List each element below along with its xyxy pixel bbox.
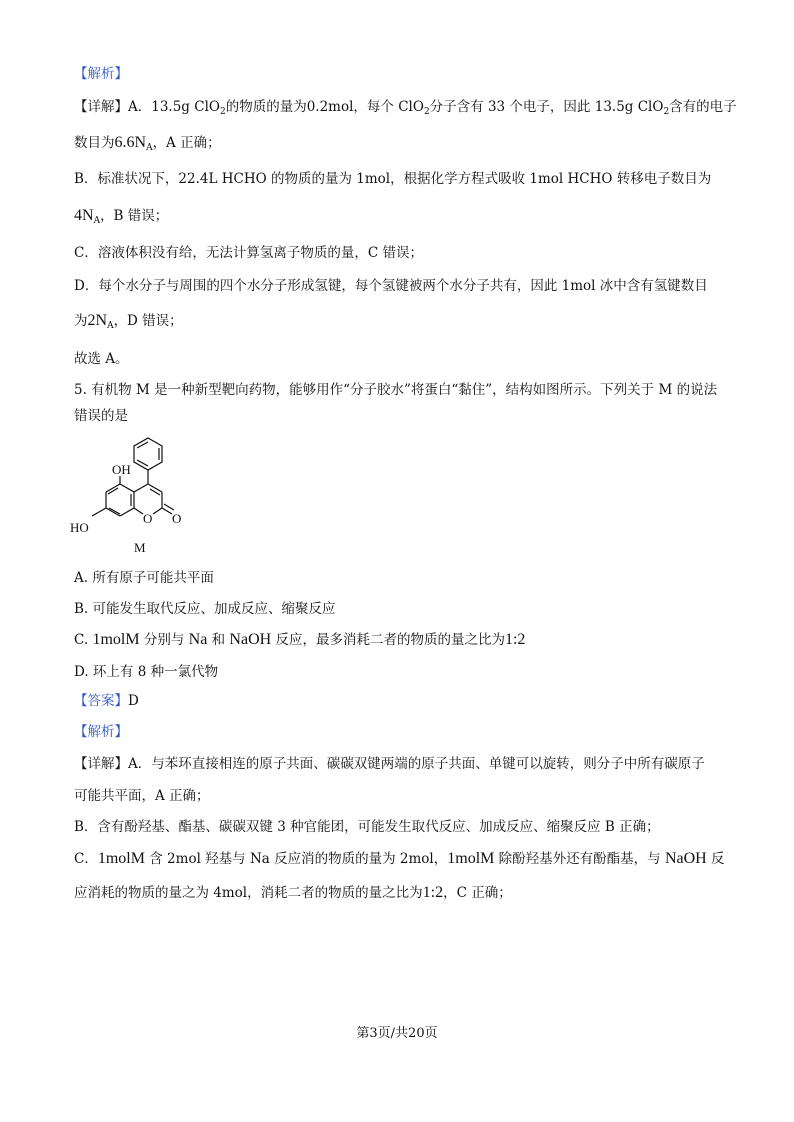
question-5-stem-line1: 5. 有机物 M 是一种新型靶向药物，能够用作“分子胶水”将蛋白“黏住”，结构如图所示。下列关于 M 的说法	[74, 382, 718, 398]
question-5-stem-line2: 错误的是	[74, 408, 128, 424]
explanation-c-line: C．溶液体积没有给，无法计算氢离子物质的量，C 错误；	[74, 245, 423, 261]
page-number: 第3页/共20页	[356, 1026, 438, 1041]
text-run: C.	[74, 632, 93, 648]
option-c	[74, 630, 525, 650]
math-value: Na	[188, 631, 208, 648]
text-run: 和	[207, 632, 230, 648]
explanation-label: 【详解】	[74, 99, 128, 115]
analysis-heading: 【解析】	[74, 66, 128, 82]
c7-c8-bond	[106, 508, 120, 516]
c5-c6-double-bond	[108, 488, 118, 494]
molecule-m-structure	[66, 436, 216, 560]
text-run: 分子含有 33 个电子，因此 13.5g ClO	[429, 99, 664, 115]
carbonyl-bond	[162, 508, 172, 514]
answer-value: D	[128, 693, 139, 709]
option-d: D. 环上有 8 种一氯代物	[74, 664, 219, 680]
subscript: 2	[219, 107, 226, 117]
text-run: 为	[74, 313, 88, 329]
explanation2-a-line2: 可能共平面，A 正确；	[74, 788, 210, 804]
explanation2-c-line1	[74, 849, 725, 869]
explanation-d-line1: D．每个水分子与周围的四个水分子形成氢键，每个氢键被两个水分子共有，因此 1mol 冰中含有氢键数目	[74, 278, 708, 294]
text-run: C．	[74, 851, 98, 867]
math-value: 1molM	[97, 850, 145, 867]
hydroxyl-left-label: HO	[70, 520, 89, 535]
math-value: NaOH	[229, 631, 272, 648]
o1-c8a-bond	[134, 508, 143, 514]
c2-o1-bond	[153, 508, 162, 514]
text-run: ，C 正确；	[443, 885, 512, 901]
text-run: A．与苯环直接相连的原子共面、碳碳双键两端的原子共面、单键可以旋转，则分子中所有碳原子	[128, 756, 705, 772]
phenyl-ring	[134, 438, 162, 470]
math-value: NaOH	[664, 850, 707, 867]
text-run: 反	[706, 851, 725, 867]
option-a: A. 所有原子可能共平面	[74, 570, 214, 586]
text-run: ，A 正确；	[152, 135, 221, 151]
hydroxyl-top-label: OH	[112, 462, 131, 477]
ring-oxygen-label: O	[143, 511, 153, 526]
c4-c4a-bond	[134, 484, 148, 492]
explanation2-a-line1	[74, 754, 705, 774]
text-run: 分别与	[139, 632, 189, 648]
explanation-b-line1: B．标准状况下，22.4L HCHO 的物质的量为 1mol，根据化学方程式吸收 1mol HCHO 转移电子数目为	[74, 171, 712, 187]
math-value: 2N	[87, 312, 108, 329]
explanation-label: 【详解】	[74, 756, 128, 772]
answer-line	[74, 691, 139, 711]
subscript: 2	[663, 107, 670, 117]
explanation-b-line2	[74, 206, 168, 228]
c8-c8a-bond	[120, 508, 134, 516]
text-run: 应消耗的物质的量之为 4mol，消耗二者的物质的量之比为	[74, 885, 423, 901]
subscript: A	[146, 143, 153, 153]
text-run: 反应，最多消耗二者的物质的量之比为	[271, 632, 505, 648]
molecule-label: M	[134, 540, 146, 555]
text-run: 含 2mol 羟基与 Na 反应消的物质的量为 2mol，	[144, 851, 448, 867]
subscript: 2	[423, 107, 430, 117]
text-run: ，B 错误；	[100, 208, 169, 224]
math-value: 4N	[74, 207, 94, 224]
explanation2-c-line2	[74, 883, 512, 903]
subscript: A	[93, 216, 101, 226]
text-run: ，D 错误；	[113, 313, 183, 329]
math-value: 1molM	[447, 850, 495, 867]
choose-answer-line: 故选 A。	[74, 351, 129, 367]
text-run: 的物质的量为0.2mol，每个 ClO	[225, 99, 424, 115]
text-run: 除酚羟基外还有酚酯基，与	[494, 851, 665, 867]
text-run: A．13.5g ClO	[128, 99, 220, 115]
c4-c3-bond	[148, 484, 162, 492]
carbonyl-bond	[164, 504, 174, 510]
subscript: A	[107, 321, 114, 331]
math-value: 1:2	[504, 631, 526, 648]
answer-label: 【答案】	[74, 693, 128, 709]
text-run: 含有的电子	[669, 99, 737, 115]
carbonyl-oxygen-label: O	[172, 511, 182, 526]
explanation-a-line1	[74, 97, 737, 122]
option-b: B. 可能发生取代反应、加成反应、缩聚反应	[74, 601, 336, 617]
math-value: 6.6N	[114, 134, 147, 151]
c4a-c5-bond	[120, 484, 134, 492]
analysis-heading-2: 【解析】	[74, 724, 128, 740]
explanation-a-line2	[74, 133, 221, 155]
c7-oh-bond	[92, 508, 106, 516]
math-value: 1:2	[422, 884, 444, 901]
explanation2-b-line: B．含有酚羟基、酯基、碳碳双键 3 种官能团，可能发生取代反应、加成反应、缩聚反应 B 正确；	[74, 819, 660, 835]
explanation-d-line2	[74, 311, 183, 333]
text-run: 数目为	[74, 135, 115, 151]
math-value: 1molM	[92, 631, 140, 648]
